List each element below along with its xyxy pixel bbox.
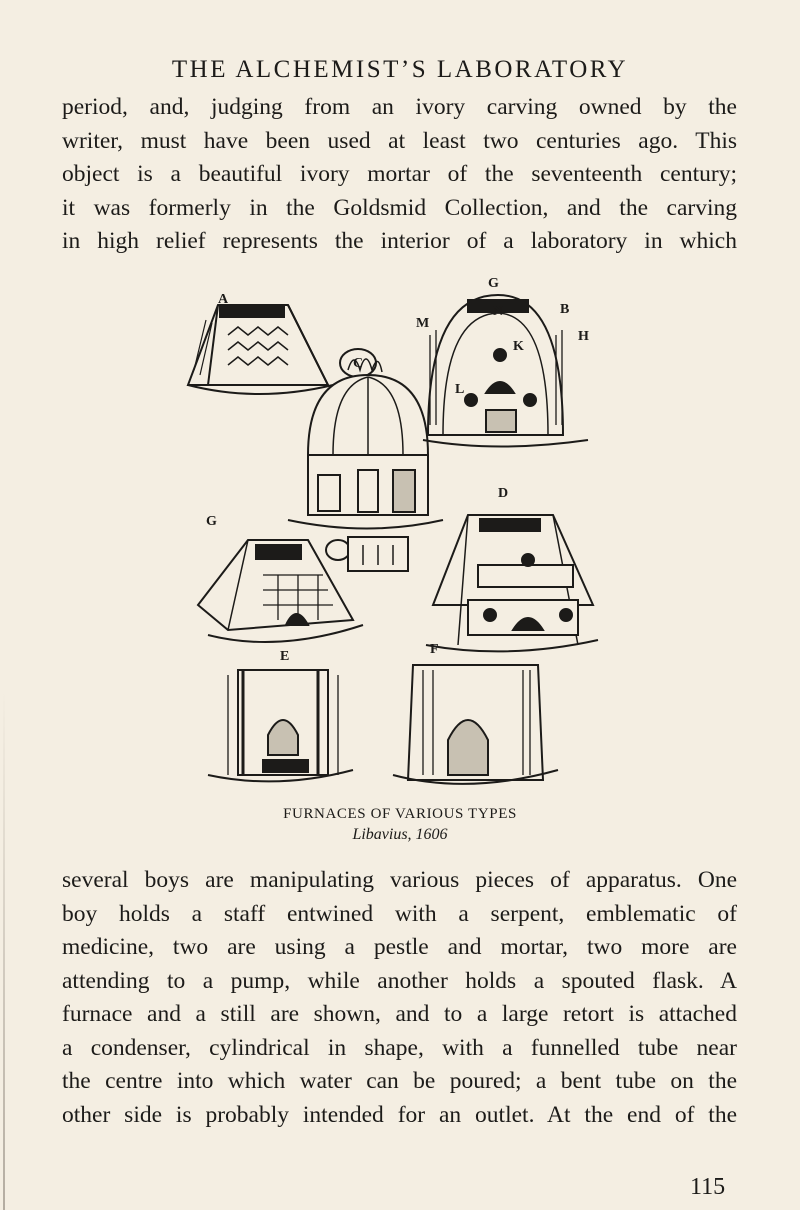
label-c: C — [353, 356, 364, 371]
furnace-e — [198, 537, 408, 642]
text-line: furnace and a still are shown, and to a large retort is attached — [62, 1001, 737, 1027]
label-h-right: H — [578, 329, 589, 344]
figure-credit: Libavius, 1606 — [352, 826, 448, 843]
furnace-b — [423, 295, 588, 447]
running-head: THE ALCHEMIST’S LABORATORY — [171, 56, 629, 83]
label-g-left: G — [206, 514, 217, 529]
furnace-d — [426, 515, 598, 651]
label-d: D — [498, 486, 509, 501]
text-line: in high relief represents the interior of a laboratory in which — [62, 228, 737, 254]
text-line: a condenser, cylindrical in shape, with a funnelled tube near — [62, 1034, 737, 1061]
label-f: F — [430, 642, 439, 657]
text-line: it was formerly in the Goldsmid Collection, and the carving — [62, 194, 737, 221]
furnace-f — [393, 665, 558, 784]
text-line: attending to a pump, while another holds a spouted flask. A — [62, 967, 737, 994]
text-line: boy holds a staff entwined with a serpent, emblematic of — [62, 900, 737, 927]
text-line: the centre into which water can be poured; a bent tube on the — [62, 1068, 737, 1094]
text-line: object is a beautiful ivory mortar of the seventeenth century; — [62, 161, 737, 187]
furnaces-illustration — [168, 275, 608, 800]
furnace-tall-left — [208, 670, 353, 781]
text-line: several boys are manipulating various pieces of apparatus. One — [62, 867, 737, 893]
paragraph-top — [62, 91, 737, 259]
label-m: M — [416, 316, 430, 331]
label-e: E — [280, 649, 290, 664]
furnace-a — [188, 305, 333, 394]
label-a: A — [218, 292, 229, 307]
label-n: N — [493, 304, 504, 319]
label-k: K — [513, 339, 524, 354]
label-b: B — [560, 302, 570, 317]
paragraph-bottom — [62, 864, 737, 1132]
label-l: L — [455, 382, 465, 397]
figure-caption: FURNACES OF VARIOUS TYPES — [283, 806, 517, 822]
text-line: other side is probably intended for an outlet. At the end of the — [62, 1101, 737, 1128]
page-number: 115 — [690, 1174, 726, 1200]
page-edge-shadow — [3, 690, 5, 1210]
text-line: period, and, judging from an ivory carving owned by the — [62, 94, 737, 120]
text-line: writer, must have been used at least two centuries ago. This — [62, 127, 737, 154]
text-line: medicine, two are using a pestle and mortar, two more are — [62, 934, 737, 960]
label-g: G — [488, 276, 499, 291]
